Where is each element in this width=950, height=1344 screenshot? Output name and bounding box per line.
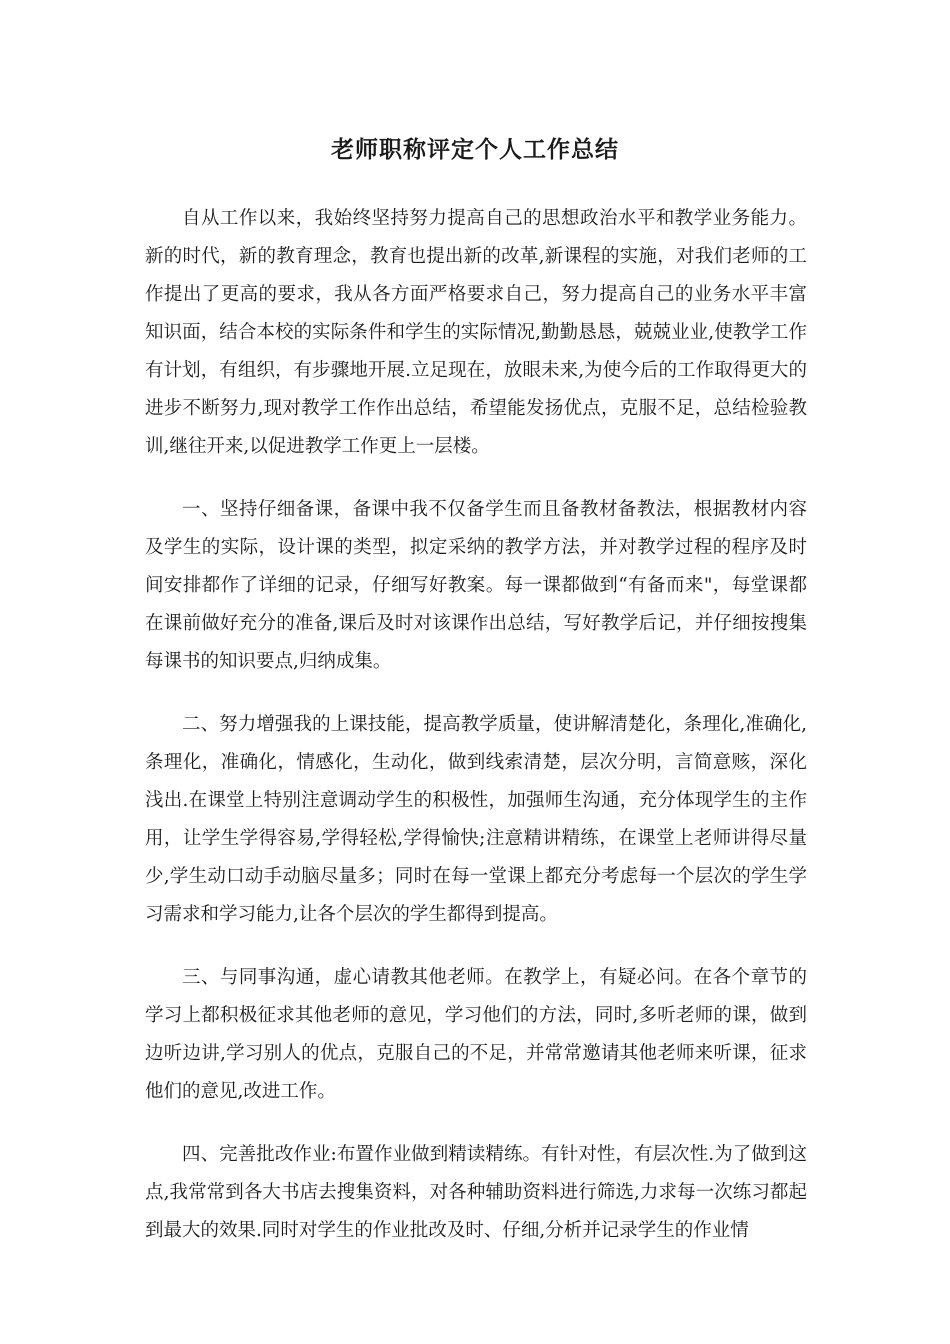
document-body <box>145 200 807 1275</box>
paragraph-section-3: 三、与同事沟通，虚心请教其他老师。在教学上，有疑必问。在各个章节的学习上都积极征求其他老师的意见，学习他们的方法，同时,多听老师的课，做到边听边讲,学习别人的优点，克服自己的不足，并常常邀请其他老师来听课，征求他们的意见,改进工作。 <box>145 967 807 1102</box>
paragraph-section-4: 四、完善批改作业:布置作业做到精读精练。有针对性，有层次性.为了做到这点,我常常到各大书店去搜集资料，对各种辅助资料进行筛选,力求每一次练习都起到最大的效果.同时对学生的作业批改及时、仔细,分析并记录学生的作业情 <box>145 1144 807 1241</box>
paragraph-intro: 自从工作以来，我始终坚持努力提高自己的思想政治水平和教学业务能力。新的时代，新的教育理念，教育也提出新的改革,新课程的实施，对我们老师的工作提出了更高的要求，我从各方面严格要求自己，努力提高自己的业务水平丰富知识面，结合本校的实际条件和学生的实际情况,勤勤恳恳，兢兢业业,使教学工作有计划，有组织，有步骤地开展.立足现在，放眼未来,为使今后的工作取得更大的进步不断努力,现对教学工作作出总结，希望能发扬优点，克服不足，总结检验教训,继往开来,以促进教学工作更上一层楼。 <box>145 208 807 457</box>
paragraph-section-1: 一、坚持仔细备课，备课中我不仅备学生而且备教材备教法，根据教材内容及学生的实际，设计课的类型，拟定采纳的教学方法，并对教学过程的程序及时间安排都作了详细的记录，仔细写好教案。每一课都做到“有备而来"，每堂课都在课前做好充分的准备,课后及时对该课作出总结，写好教学后记，并仔细按搜集每课书的知识要点,归纳成集。 <box>145 499 807 672</box>
document-title: 老师职称评定个人工作总结 <box>331 136 619 163</box>
paragraph-section-2: 二、努力增强我的上课技能，提高教学质量，使讲解清楚化，条理化,准确化,条理化，准确化，情感化，生动化，做到线索清楚，层次分明，言简意赅，深化浅出.在课堂上特别注意调动学生的积极性，加强师生沟通，充分体现学生的主作用，让学生学得容易,学得轻松,学得愉快;注意精讲精练，在课堂上老师讲得尽量少,学生动口动手动脑尽量多；同时在每一堂课上都充分考虑每一个层次的学生学习需求和学习能力,让各个层次的学生都得到提高。 <box>145 714 807 925</box>
